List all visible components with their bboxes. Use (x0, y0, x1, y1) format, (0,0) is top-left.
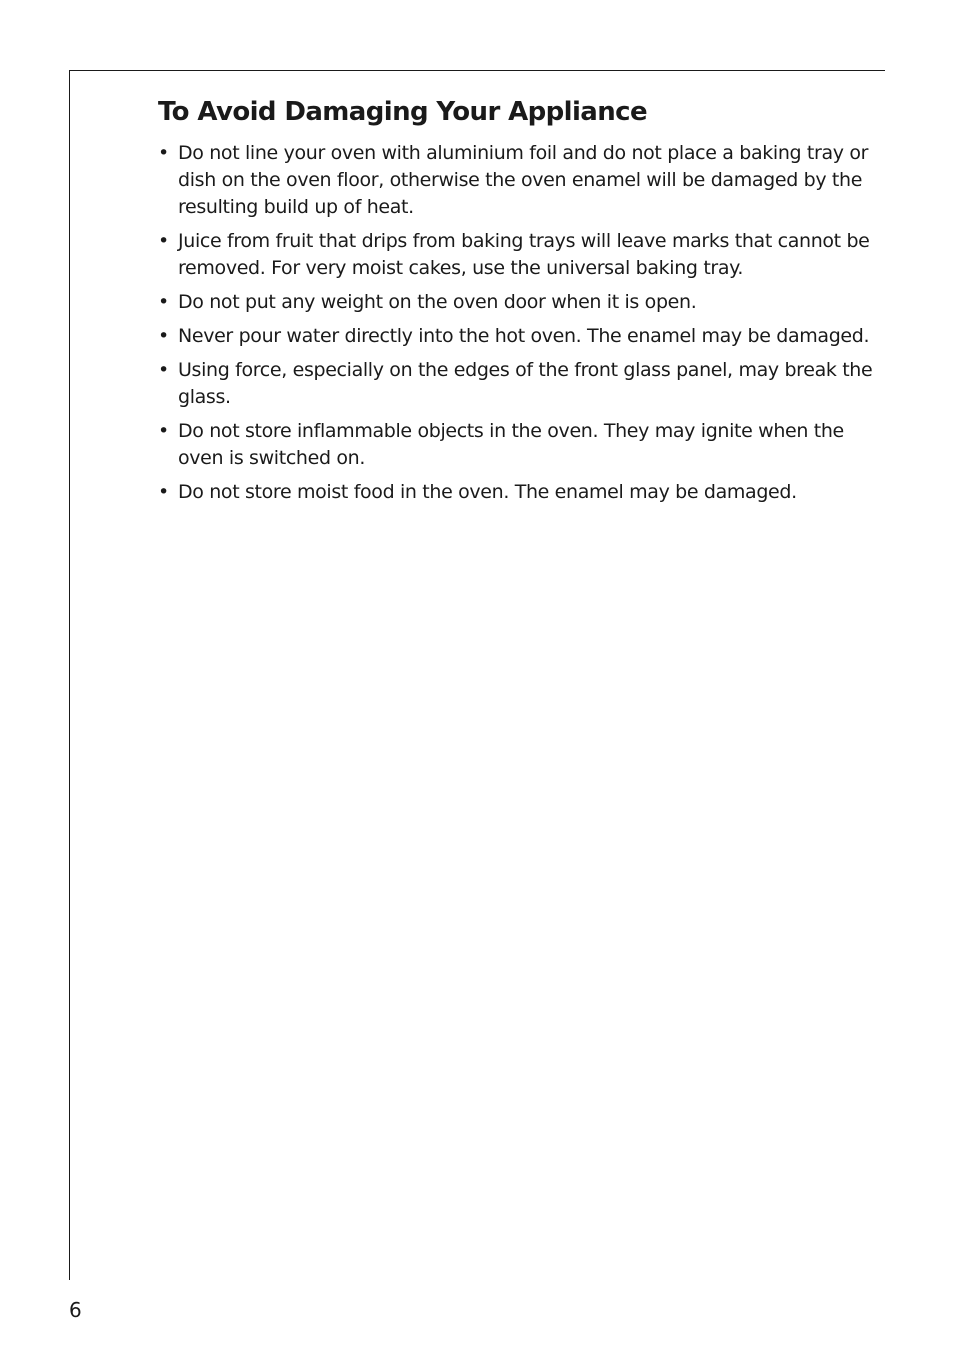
bullet-icon: • (158, 359, 169, 381)
list-item-text: Do not line your oven with aluminium foil and do not place a baking tray or dish on the oven floor, otherwise the oven enamel will be damaged by the resulting build up of heat. (178, 142, 869, 218)
list-item-text: Juice from fruit that drips from baking trays will leave marks that cannot be removed. For very moist cakes, use the universal baking tray. (178, 230, 870, 279)
list-item (158, 479, 878, 506)
list-item-text: Do not store inflammable objects in the oven. They may ignite when the oven is switched on. (178, 420, 844, 469)
section-heading: To Avoid Damaging Your Appliance (158, 97, 647, 127)
page-number: 6 (69, 1298, 82, 1322)
bullet-icon: • (158, 325, 169, 347)
list-item-text: Never pour water directly into the hot oven. The enamel may be damaged. (178, 325, 870, 347)
bullet-icon: • (158, 481, 169, 503)
precaution-list (158, 140, 878, 506)
left-margin-rule (69, 70, 70, 1280)
list-item (158, 228, 878, 282)
bullet-icon: • (158, 230, 169, 252)
top-rule (69, 70, 885, 71)
list-item (158, 140, 878, 221)
bullet-icon: • (158, 142, 169, 164)
bullet-icon: • (158, 291, 169, 313)
bullet-icon: • (158, 420, 169, 442)
list-item (158, 289, 878, 316)
list-item (158, 357, 878, 411)
section-content (158, 92, 878, 513)
list-item-text: Do not put any weight on the oven door when it is open. (178, 291, 697, 313)
list-item (158, 323, 878, 350)
list-item-text: Using force, especially on the edges of the front glass panel, may break the glass. (178, 359, 873, 408)
list-item (158, 418, 878, 472)
list-item-text: Do not store moist food in the oven. The enamel may be damaged. (178, 481, 797, 503)
